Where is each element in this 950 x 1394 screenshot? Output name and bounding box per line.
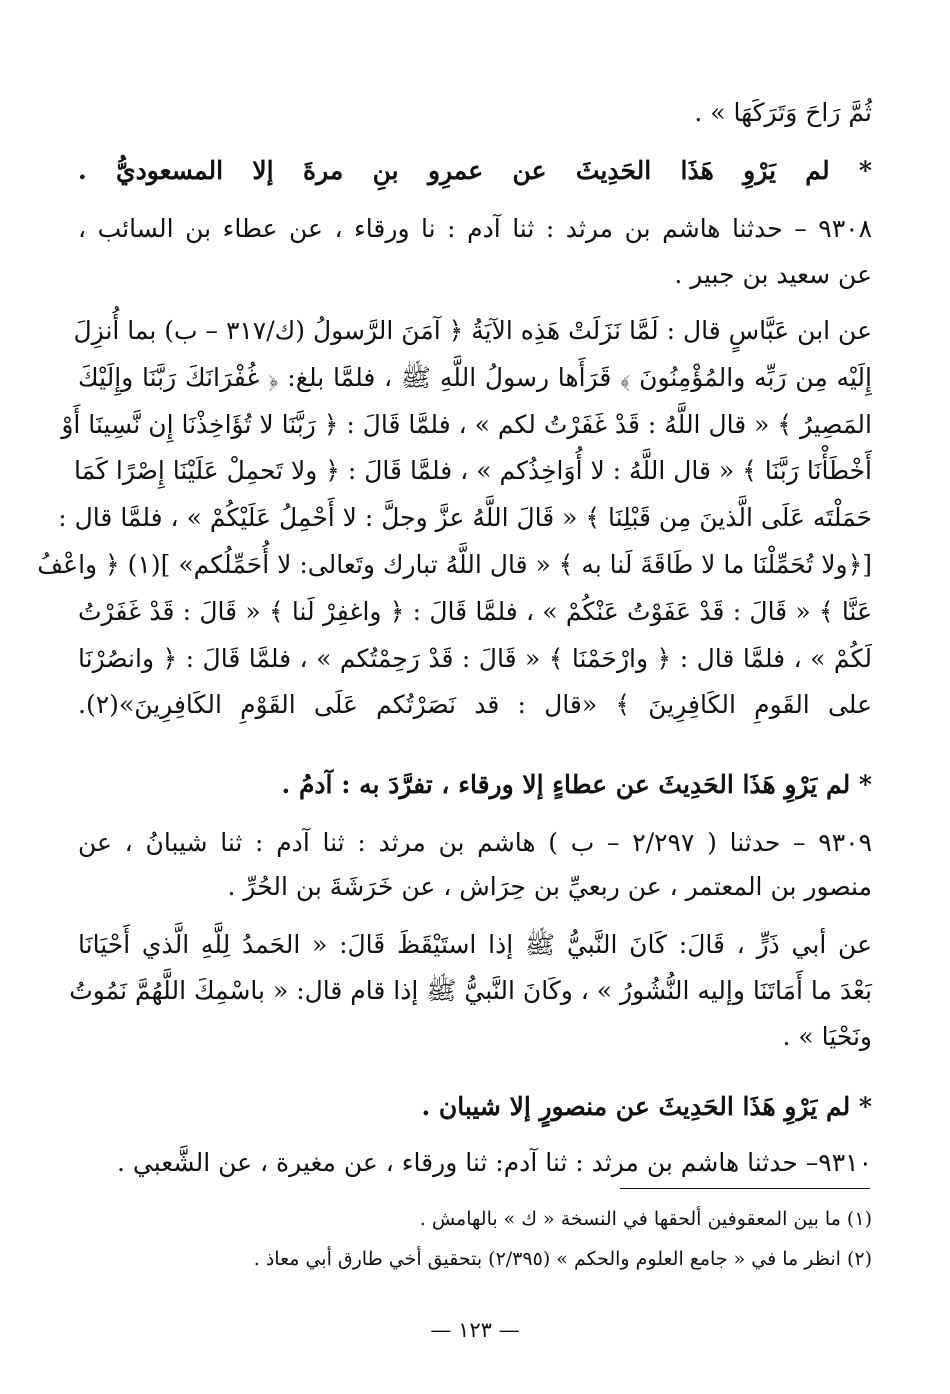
narrator-note: * لم يَرْوِ هَذَا الحَدِيثَ عن عمرِو بنِ مرةَ إلا المسعوديُّ . [78, 156, 872, 185]
hadith-text-line: عَنَّا ﴾ « قَالَ : قَدْ عَفَوْتُ عَنْكُمْ » ، فلمَّا قَالَ : ﴿ واغفِرْ لَنا ﴾ « قَالَ : قَدْ غَفَرْتُ [78, 597, 872, 626]
hadith-text-line: [﴿ولا تُحَمِّلْنَا ما لا طَاقَةَ لَنا به ﴾ « قال اللَّهُ تبارك وتَعالى: لا أُحَمِّلُكم» ](١) ﴿ واعْفُ [37, 550, 872, 579]
hadith-text-line: ونَحْيَا » . [782, 1022, 872, 1051]
footnote-1: (١) ما بين المعقوفين ألحقها في النسخة « ك » بالهامش . [419, 1208, 872, 1230]
hadith-text-line: عن ابن عَبَّاسٍ قال : لَمَّا نَزَلَتْ هَذِه الآيَةُ ﴿ آمَنَ الرَّسولُ (ك/٣١٧ – ب) بما أُنزِلَ [73, 316, 872, 345]
page-number: — ١٢٣ — [430, 1318, 520, 1342]
hadith-text-line: المَصِيرُ ﴾ « قال اللَّهُ : قَدْ غَفَرْتُ لكم » ، فلمَّا قَالَ : ﴿ رَبَّنَا لا تُؤَاخِذْنَا إِن نَّسِينَا أَوْ [61, 410, 872, 439]
hadith-text-line: على القَومِ الكَافِرِينَ ﴾ «قال : قد نَصَرْتُكم عَلَى القَوْمِ الكَافِرِينَ»(٢). [78, 690, 872, 719]
text-line: منصور بن المعتمر ، عن ربعيِّ بن حِرَاش ، عن خَرَشَةَ بن الحُرِّ . [227, 872, 872, 901]
hadith-text-line: بَعْدَ ما أَمَاتَنَا وإليه النُّشُورُ » ، وكَانَ النَّبيُّ ﷺ إذا قام قال: « باسْمِكَ اللَّهُمَّ نَمُوتُ [69, 976, 872, 1005]
narrator-note: * لم يَرْوِ هَذَا الحَدِيثَ عن عطاءٍ إلا ورقاء ، تفرَّدَ به : آدمُ . [281, 770, 872, 799]
hadith-text-line: أَخْطَأْنَا رَبَّنَا ﴾ « قال اللَّهُ : لا أُوَاخِذُكم » ، فلمَّا قَالَ : ﴿ ولا تَحمِلْ عَلَيْنَا إِصْرًا كَمَا [73, 456, 872, 485]
text-line: عن سعيد بن جبير . [674, 260, 872, 289]
hadith-text-line: حَمَلْتَه عَلَى الَّذينَ مِن قَبْلِنَا ﴾ « قَالَ اللَّهُ عزَّ وجلَّ : لا أَحْمِلُ عَلَيْكُمْ » ، فلمَّا قال : [58, 503, 872, 532]
footnote-2: (٢) انظر ما في « جامع العلوم والحكم » (٢/٣٩٥) بتحقيق أخي طارق أبي معاذ . [253, 1248, 872, 1270]
hadith-text-line: عن أبي ذَرٍّ ، قَالَ: كَانَ النَّبيُّ ﷺ إذا استَيْقَظَ قَالَ: « الحَمدُ لِلَّهِ الَّذي أَحْيَانَا [78, 930, 872, 959]
hadith-header-9308: ٩٣٠٨ – حدثنا هاشم بن مرثد : ثنا آدم : نا ورقاء ، عن عطاء بن السائب ، [78, 214, 872, 243]
text-line: ثُمَّ رَاحَ وَتَرَكَهَا » . [694, 98, 872, 127]
footnote-separator [620, 1188, 870, 1189]
narrator-note: * لم يَرْوِ هَذَا الحَدِيثَ عن منصورٍ إلا شيبان . [421, 1092, 872, 1121]
hadith-header-9309: ٩٣٠٩ – حدثنا ( ٢/٢٩٧ – ب ) هاشم بن مرثد : ثنا آدم : ثنا شيبانُ ، عن [78, 828, 872, 857]
hadith-header-9310: ٩٣١٠– حدثنا هاشم بن مرثد : ثنا آدم: ثنا ورقاء ، عن مغيرة ، عن الشَّعبي . [117, 1148, 872, 1177]
hadith-text-line: إِلَيْه مِن رَبِّه والمُؤْمِنُونَ ﴾ قَرَأَها رسولُ اللَّهِ ﷺ ، فلمَّا بلغ: ﴿ غُفْرَانَكَ رَبَّنَا وإِلَيْكَ [78, 363, 872, 392]
hadith-text-line: لَكُمْ » ، فلمَّا قال : ﴿ وارْحَمْنَا ﴾ « قَالَ : قَدْ رَحِمْتُكم » ، فلمَّا قَالَ : ﴿ وانصُرْنَا [78, 644, 872, 673]
